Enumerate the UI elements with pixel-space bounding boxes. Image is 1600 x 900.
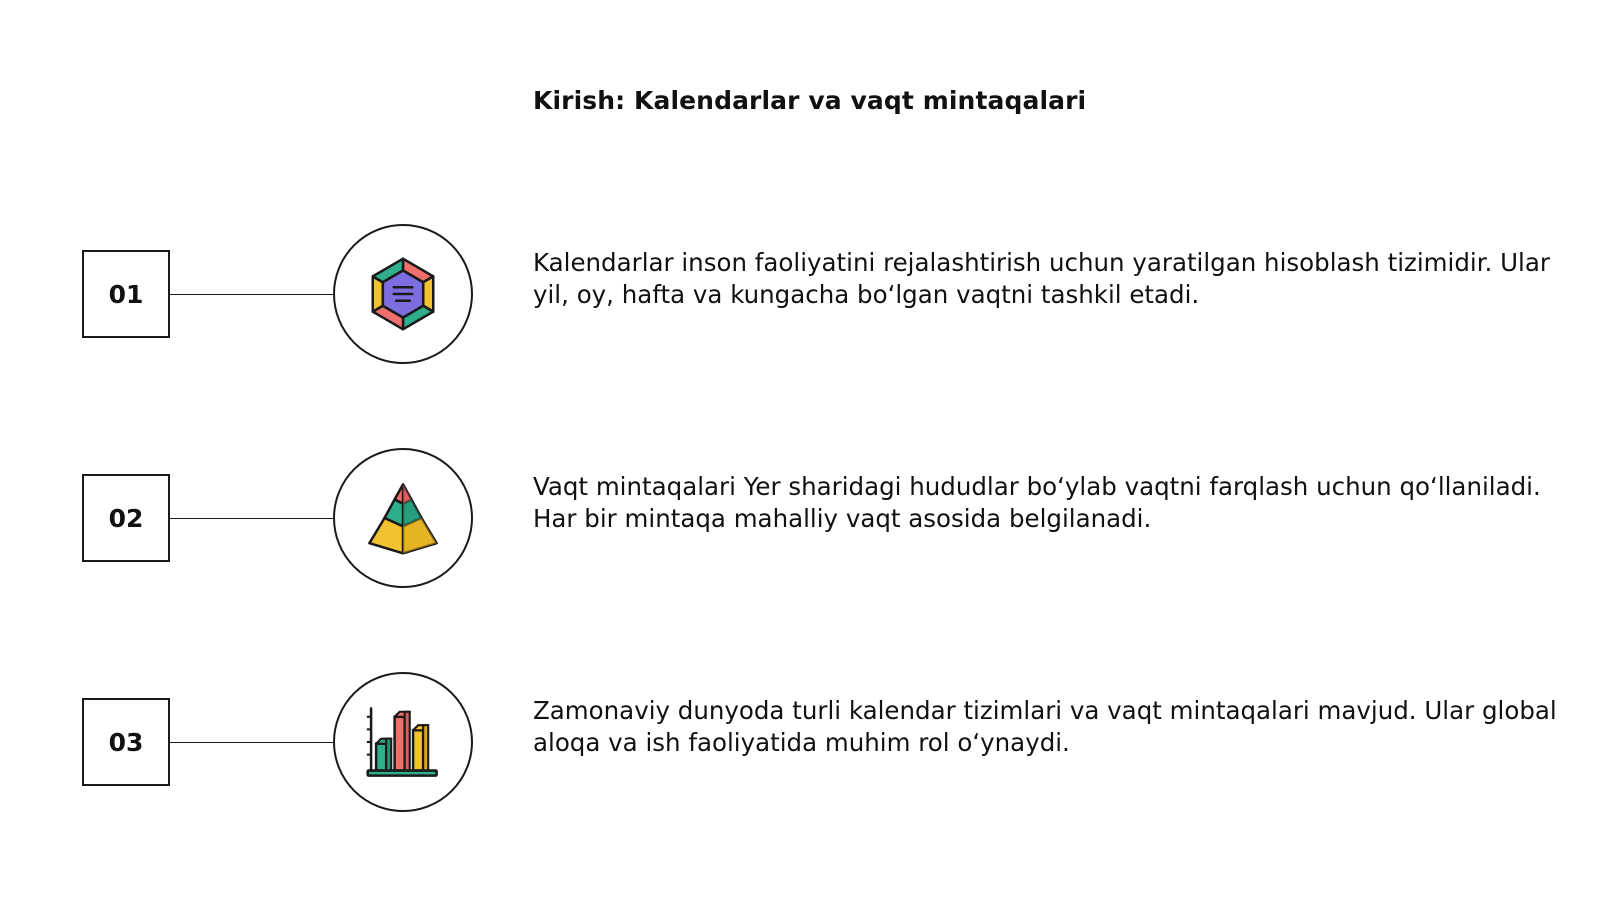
page-title: Kirish: Kalendarlar va vaqt mintaqalari <box>533 86 1087 115</box>
item-number: 03 <box>82 698 170 786</box>
item-number: 02 <box>82 474 170 562</box>
list-item <box>0 447 1600 591</box>
hexagon-document-icon <box>361 252 445 336</box>
connector-line <box>170 294 334 295</box>
pyramid-chart-icon <box>361 476 445 560</box>
list-item <box>0 671 1600 815</box>
list-item <box>0 223 1600 367</box>
connector-line <box>170 518 334 519</box>
item-description: Zamonaviy dunyoda turli kalendar tizimlari va vaqt mintaqalari mavjud. Ular global aloqa va ish faoliyatida muhim rol o‘ynaydi. <box>533 696 1557 757</box>
item-number: 01 <box>82 250 170 338</box>
icon-circle <box>333 448 473 588</box>
item-description: Kalendarlar inson faoliyatini rejalashtirish uchun yaratilgan hisoblash tizimidir. Ular yil, oy, hafta va kungacha bo‘lgan vaqtni tashkil etadi. <box>533 248 1550 309</box>
connector-line <box>170 742 334 743</box>
icon-circle <box>333 672 473 812</box>
icon-circle <box>333 224 473 364</box>
bar-chart-icon <box>361 700 445 784</box>
item-description: Vaqt mintaqalari Yer sharidagi hududlar bo‘ylab vaqtni farqlash uchun qo‘llaniladi. Har bir mintaqa mahalliy vaqt asosida belgilanadi. <box>533 472 1541 533</box>
